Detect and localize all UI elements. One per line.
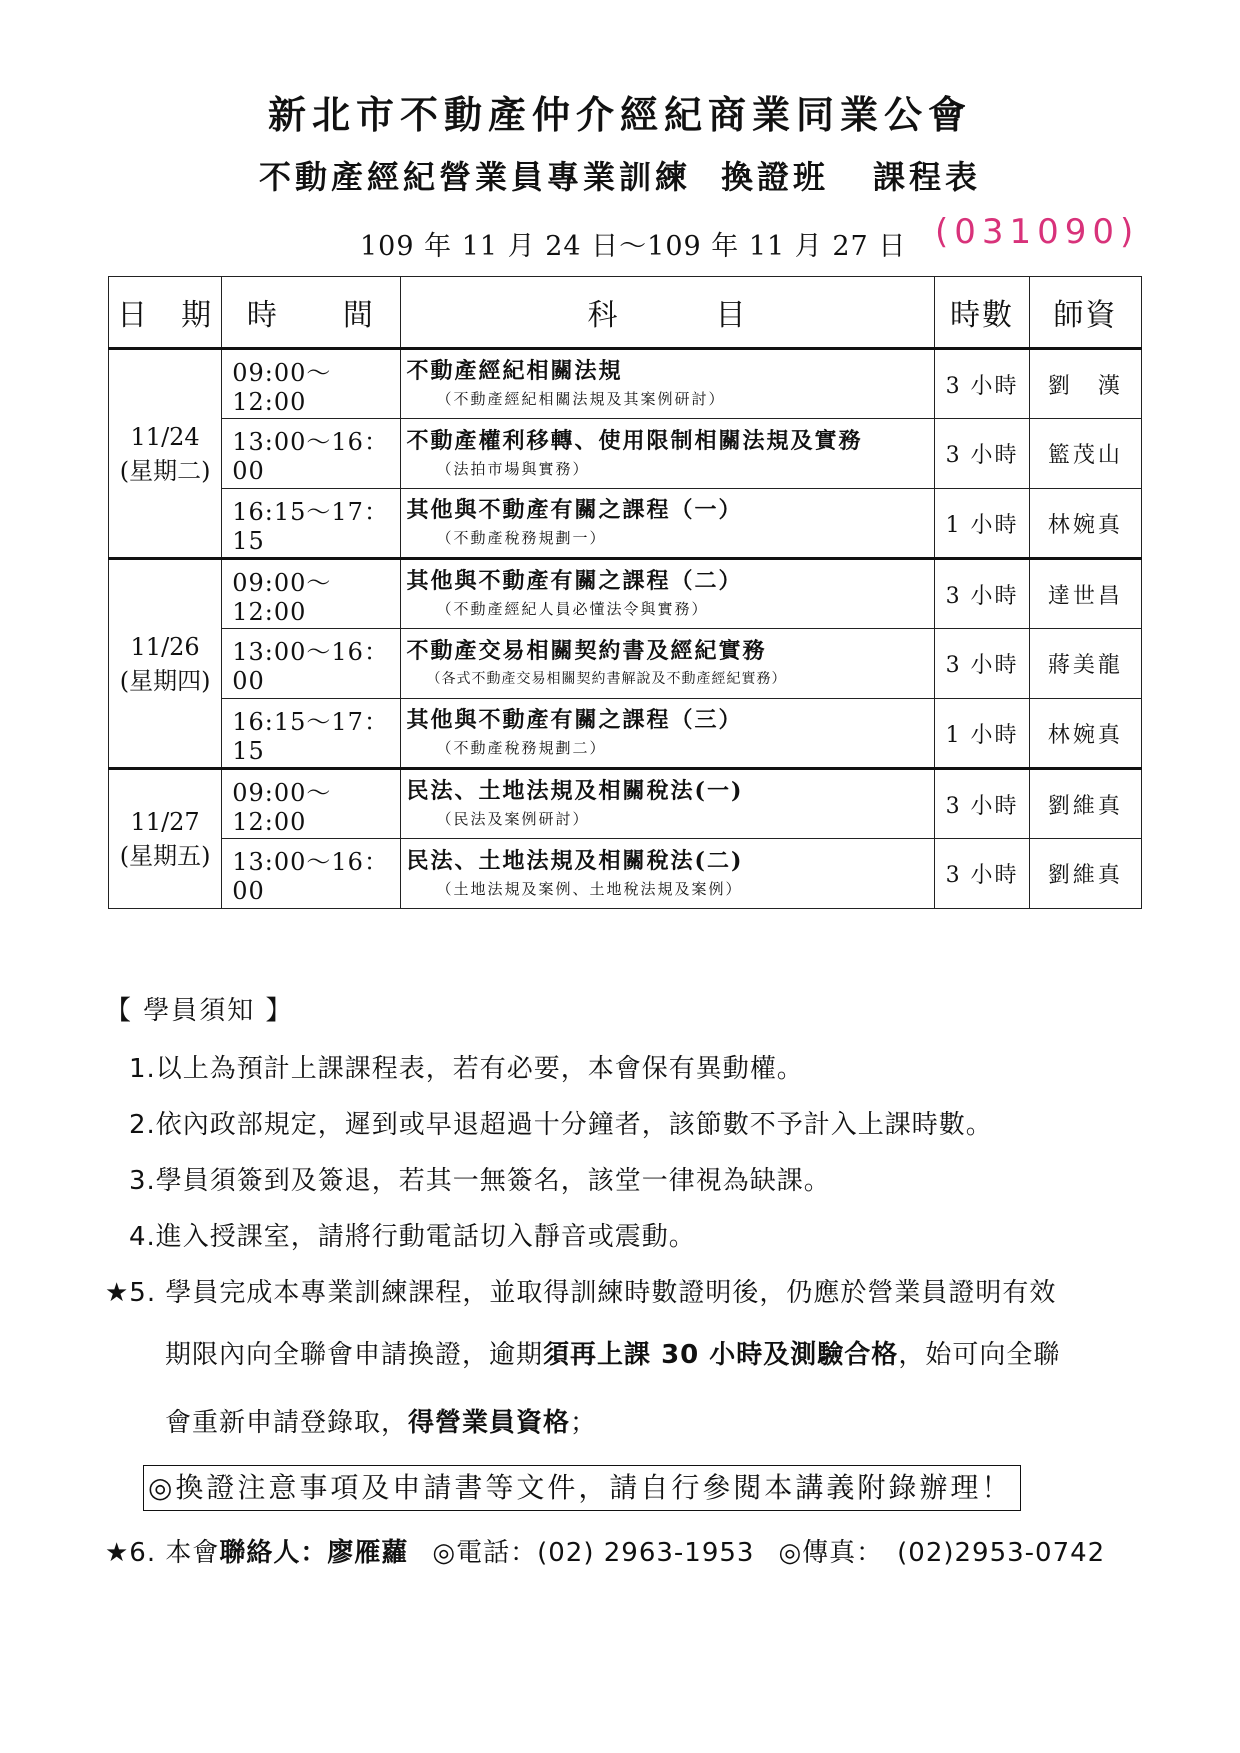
teacher-cell: 劉維真 bbox=[1029, 769, 1141, 839]
time-cell: 13:00～16：00 bbox=[222, 629, 400, 699]
notice-text: ，始可向全聯 bbox=[898, 1340, 1061, 1370]
date-cell bbox=[109, 769, 222, 909]
hours-cell: 3 小時 bbox=[935, 769, 1029, 839]
table-row bbox=[109, 489, 1142, 559]
table-row bbox=[109, 769, 1142, 839]
teacher-cell: 劉 漢 bbox=[1029, 349, 1141, 419]
course-name: 不動產經紀營業員專業訓練 bbox=[258, 158, 691, 196]
notice-item-5: ★5. 學員完成本專業訓練課程，並取得訓練時數證明後，仍應於營業員證明有效 bbox=[105, 1278, 1057, 1308]
hours-cell: 1 小時 bbox=[935, 699, 1029, 769]
weekday: (星期二) bbox=[119, 456, 211, 485]
notice-title: 【 學員須知 】 bbox=[105, 996, 294, 1026]
contact-line bbox=[105, 1525, 1165, 1581]
hours-cell: 3 小時 bbox=[935, 839, 1029, 909]
class-name: 換證班 bbox=[720, 158, 829, 196]
table-row bbox=[109, 559, 1142, 629]
teacher-cell: 達世昌 bbox=[1029, 559, 1141, 629]
notice-text: 會重新申請登錄取， bbox=[165, 1408, 409, 1438]
organization-title: 新北市不動產仲介經紀商業同業公會 bbox=[267, 92, 972, 137]
header-date: 日 期 bbox=[109, 277, 222, 349]
teacher-cell: 林婉真 bbox=[1029, 699, 1141, 769]
subject-title: 其他與不動產有關之課程（二） bbox=[406, 568, 743, 594]
subject-detail: （不動產稅務規劃一） bbox=[436, 529, 607, 547]
hours-cell: 3 小時 bbox=[935, 559, 1029, 629]
subject-detail: （不動產經紀人員必懂法令與實務） bbox=[436, 600, 709, 618]
date-range: 109 年 11 月 24 日～109 年 11 月 27 日 bbox=[360, 231, 907, 262]
subject-title: 不動產權利移轉、使用限制相關法規及實務 bbox=[406, 427, 863, 454]
notice-item-5-cont bbox=[105, 1321, 1165, 1389]
notice-text: ； bbox=[570, 1408, 598, 1438]
time-cell: 16:15～17：15 bbox=[222, 489, 400, 559]
date: 11/26 bbox=[130, 632, 200, 661]
table-row bbox=[109, 419, 1142, 489]
header-time: 時 間 bbox=[222, 277, 400, 349]
contact-phone: ◎電話：(02) 2963-1953 bbox=[432, 1538, 755, 1568]
student-notice bbox=[105, 990, 1165, 1581]
time-cell: 16:15～17：15 bbox=[222, 699, 400, 769]
teacher-cell: 籃茂山 bbox=[1029, 419, 1141, 489]
time-cell: 09:00～12:00 bbox=[222, 769, 400, 839]
subject-title: 不動產交易相關契約書及經紀實務 bbox=[406, 637, 767, 664]
boxed-note: ◎換證注意事項及申請書等文件，請自行參閱本講義附錄辦理！ bbox=[143, 1465, 1021, 1511]
table-header-row bbox=[109, 277, 1142, 349]
subject-title: 不動產經紀相關法規 bbox=[406, 358, 623, 384]
teacher-cell: 蔣美龍 bbox=[1029, 629, 1141, 699]
time-cell: 13:00～16：00 bbox=[222, 419, 400, 489]
subject-detail: （民法及案例研討） bbox=[436, 810, 590, 828]
teacher-cell: 林婉真 bbox=[1029, 489, 1141, 559]
subject-cell bbox=[400, 559, 935, 629]
handwritten-code: (031090) bbox=[935, 212, 1140, 252]
contact-fax: ◎傳真： (02)2953-0742 bbox=[778, 1538, 1106, 1568]
table-name: 課程表 bbox=[873, 158, 982, 196]
schedule-table bbox=[108, 276, 1142, 909]
date-cell bbox=[109, 559, 222, 769]
subject-detail: （不動產稅務規劃二） bbox=[436, 739, 607, 757]
table-row bbox=[109, 839, 1142, 909]
time-cell: 09:00～12:00 bbox=[222, 349, 400, 419]
subject-title: 其他與不動產有關之課程（一） bbox=[406, 497, 743, 523]
subject-title: 民法、土地法規及相關稅法(二) bbox=[406, 847, 744, 874]
header-hours: 時數 bbox=[935, 277, 1029, 349]
subject-title: 其他與不動產有關之課程（三） bbox=[406, 707, 743, 733]
hours-cell: 1 小時 bbox=[935, 489, 1029, 559]
subject-detail: （土地法規及案例、土地稅法規及案例） bbox=[436, 879, 743, 898]
notice-text: 期限內向全聯會申請換證，逾期 bbox=[165, 1340, 544, 1370]
teacher-cell: 劉維真 bbox=[1029, 839, 1141, 909]
notice-item: 1.以上為預計上課課程表，若有必要，本會保有異動權。 bbox=[129, 1054, 804, 1084]
notice-emphasis: 得營業員資格 bbox=[408, 1408, 571, 1438]
time-cell: 09:00～12:00 bbox=[222, 559, 400, 629]
hours-cell: 3 小時 bbox=[935, 629, 1029, 699]
weekday: (星期四) bbox=[119, 666, 211, 695]
course-title bbox=[0, 152, 1240, 198]
subject-detail: （法拍市場與實務） bbox=[436, 459, 590, 478]
contact-person: 聯絡人：廖雁蘿 bbox=[219, 1538, 409, 1568]
notice-item: 3.學員須簽到及簽退，若其一無簽名，該堂一律視為缺課。 bbox=[129, 1166, 831, 1196]
subject-cell bbox=[400, 839, 935, 909]
subject-cell bbox=[400, 349, 935, 419]
contact-prefix: ★6. 本會 bbox=[105, 1538, 220, 1568]
date: 11/24 bbox=[130, 422, 200, 451]
notice-item: 2.依內政部規定，遲到或早退超過十分鐘者，該節數不予計入上課時數。 bbox=[129, 1110, 993, 1140]
subject-cell bbox=[400, 699, 935, 769]
notice-item: 4.進入授課室，請將行動電話切入靜音或震動。 bbox=[129, 1222, 696, 1252]
date-cell bbox=[109, 349, 222, 559]
header-subject: 科 目 bbox=[400, 277, 935, 349]
table-row bbox=[109, 699, 1142, 769]
hours-cell: 3 小時 bbox=[935, 349, 1029, 419]
table-row bbox=[109, 349, 1142, 419]
time-cell: 13:00～16：00 bbox=[222, 839, 400, 909]
subject-cell bbox=[400, 489, 935, 559]
weekday: (星期五) bbox=[119, 842, 211, 870]
header-teacher: 師資 bbox=[1029, 277, 1141, 349]
subject-detail: （不動產經紀相關法規及其案例研討） bbox=[436, 390, 726, 408]
subject-cell bbox=[400, 769, 935, 839]
notice-item-5-cont bbox=[105, 1389, 1165, 1457]
subject-cell bbox=[400, 419, 935, 489]
subject-cell bbox=[400, 629, 935, 699]
subject-detail: （各式不動產交易相關契約書解說及不動產經紀實務） bbox=[426, 670, 787, 687]
subject-title: 民法、土地法規及相關稅法(一) bbox=[406, 778, 744, 804]
table-row bbox=[109, 629, 1142, 699]
date: 11/27 bbox=[130, 808, 200, 836]
hours-cell: 3 小時 bbox=[935, 419, 1029, 489]
notice-emphasis: 須再上課 30 小時及測驗合格 bbox=[543, 1340, 899, 1370]
